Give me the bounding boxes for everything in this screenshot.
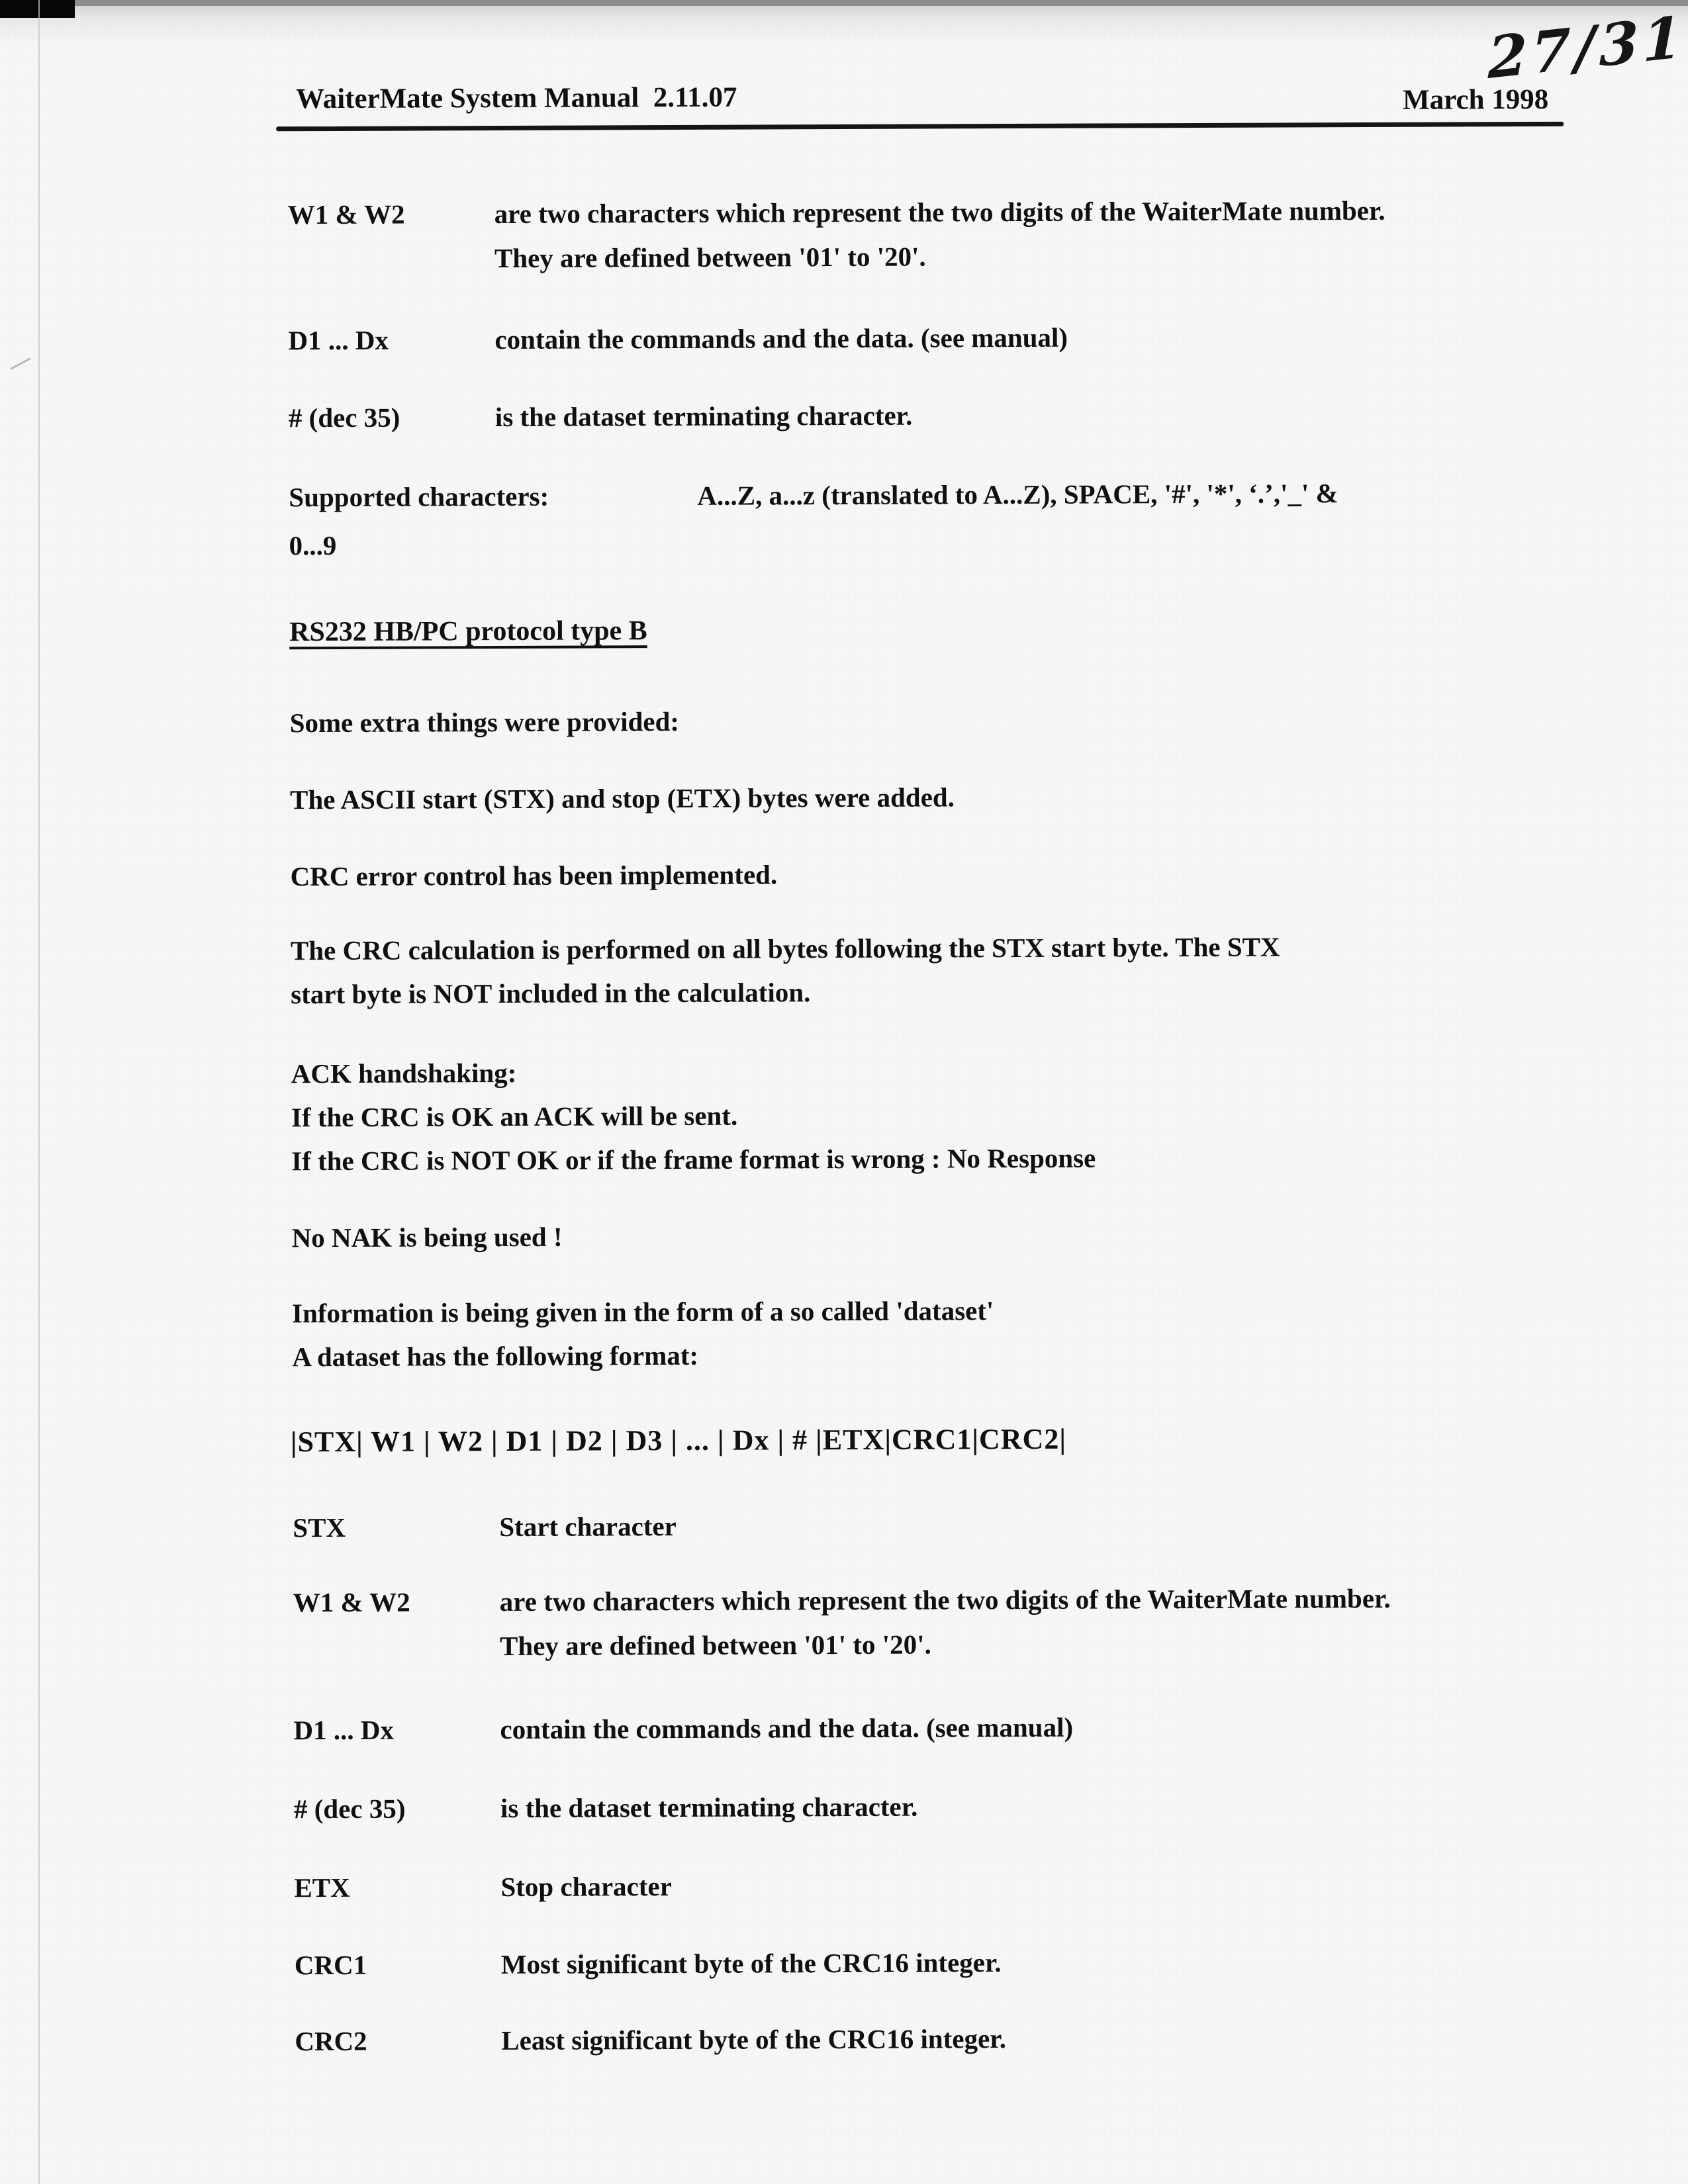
definition-term: CRC1 bbox=[294, 1949, 367, 1981]
header-rule bbox=[276, 122, 1564, 131]
definition-term: STX bbox=[293, 1512, 346, 1543]
definition-row bbox=[295, 2015, 1441, 2064]
supported-characters-value-2: 0...9 bbox=[289, 529, 337, 561]
paragraph-line: ACK handshaking: bbox=[291, 1057, 517, 1089]
handwritten-page-number: 27/31 bbox=[1487, 3, 1686, 93]
definition-row bbox=[293, 1502, 1439, 1551]
paragraph-line: The ASCII start (STX) and stop (ETX) bytes were added. bbox=[290, 782, 955, 815]
definition-term: D1 ... Dx bbox=[288, 324, 389, 356]
definition-row bbox=[289, 392, 1435, 441]
paragraph-line: If the CRC is NOT OK or if the frame format is wrong : No Response bbox=[291, 1142, 1096, 1177]
paragraph-line: Some extra things were provided: bbox=[289, 705, 680, 739]
definition-desc: are two characters which represent the two digits of the WaiterMate number. They are defined between '01' to '20'. bbox=[494, 195, 1385, 274]
definition-desc: is the dataset terminating character. bbox=[500, 1791, 918, 1824]
paragraph-line: Information is being given in the form of a so called 'dataset' bbox=[291, 1295, 994, 1329]
definition-term: W1 & W2 bbox=[293, 1586, 410, 1618]
supported-characters-value: A...Z, a...z (translated to A...Z), SPACE, '#', '*', ‘.’,'_' & bbox=[697, 478, 1338, 511]
definition-desc: Most significant byte of the CRC16 integer. bbox=[500, 1947, 1002, 1980]
definition-term: D1 ... Dx bbox=[293, 1714, 395, 1746]
paragraph-line: No NAK is being used ! bbox=[291, 1221, 563, 1253]
definition-desc: contain the commands and the data. (see manual) bbox=[500, 1711, 1074, 1745]
definition-desc: Least significant byte of the CRC16 integer. bbox=[501, 2023, 1006, 2056]
paragraph-line: A dataset has the following format: bbox=[292, 1340, 699, 1373]
definition-term: CRC2 bbox=[295, 2025, 367, 2057]
definition-term: ETX bbox=[294, 1872, 350, 1903]
definition-row bbox=[294, 1783, 1440, 1832]
document-header-date: March 1998 bbox=[1402, 83, 1549, 116]
definition-row bbox=[288, 189, 1435, 282]
paragraph-line: start byte is NOT included in the calculation. bbox=[291, 977, 811, 1010]
definition-desc: is the dataset terminating character. bbox=[494, 400, 913, 433]
paragraph-line: If the CRC is OK an ACK will be sent. bbox=[291, 1100, 738, 1133]
supported-characters-label: Supported characters: bbox=[289, 480, 549, 513]
dataset-format-line: |STX| W1 | W2 | D1 | D2 | D3 | ... | Dx | # |ETX|CRC1|CRC2| bbox=[290, 1422, 1067, 1459]
definition-row bbox=[293, 1576, 1440, 1670]
section-heading: RS232 HB/PC protocol type B bbox=[289, 615, 647, 648]
document-header-title: WaiterMate System Manual 2.11.07 bbox=[295, 81, 737, 115]
definition-row bbox=[293, 1704, 1440, 1753]
definition-term: W1 & W2 bbox=[287, 199, 405, 230]
definition-term: # (dec 35) bbox=[293, 1793, 406, 1825]
definition-term: # (dec 35) bbox=[288, 402, 400, 433]
definition-row bbox=[294, 1862, 1440, 1911]
definition-desc: Stop character bbox=[500, 1871, 672, 1903]
definition-row bbox=[288, 314, 1434, 363]
paragraph-line: CRC error control has been implemented. bbox=[290, 859, 778, 892]
supported-characters-row bbox=[289, 471, 1571, 520]
definition-desc: Start character bbox=[499, 1510, 677, 1543]
definition-row bbox=[295, 1939, 1441, 1988]
paragraph-line: The CRC calculation is performed on all bytes following the STX start byte. The STX bbox=[290, 931, 1280, 966]
definition-desc: are two characters which represent the two digits of the WaiterMate number. They are defined between '01' to '20'. bbox=[499, 1582, 1391, 1662]
definition-desc: contain the commands and the data. (see manual) bbox=[494, 322, 1068, 355]
